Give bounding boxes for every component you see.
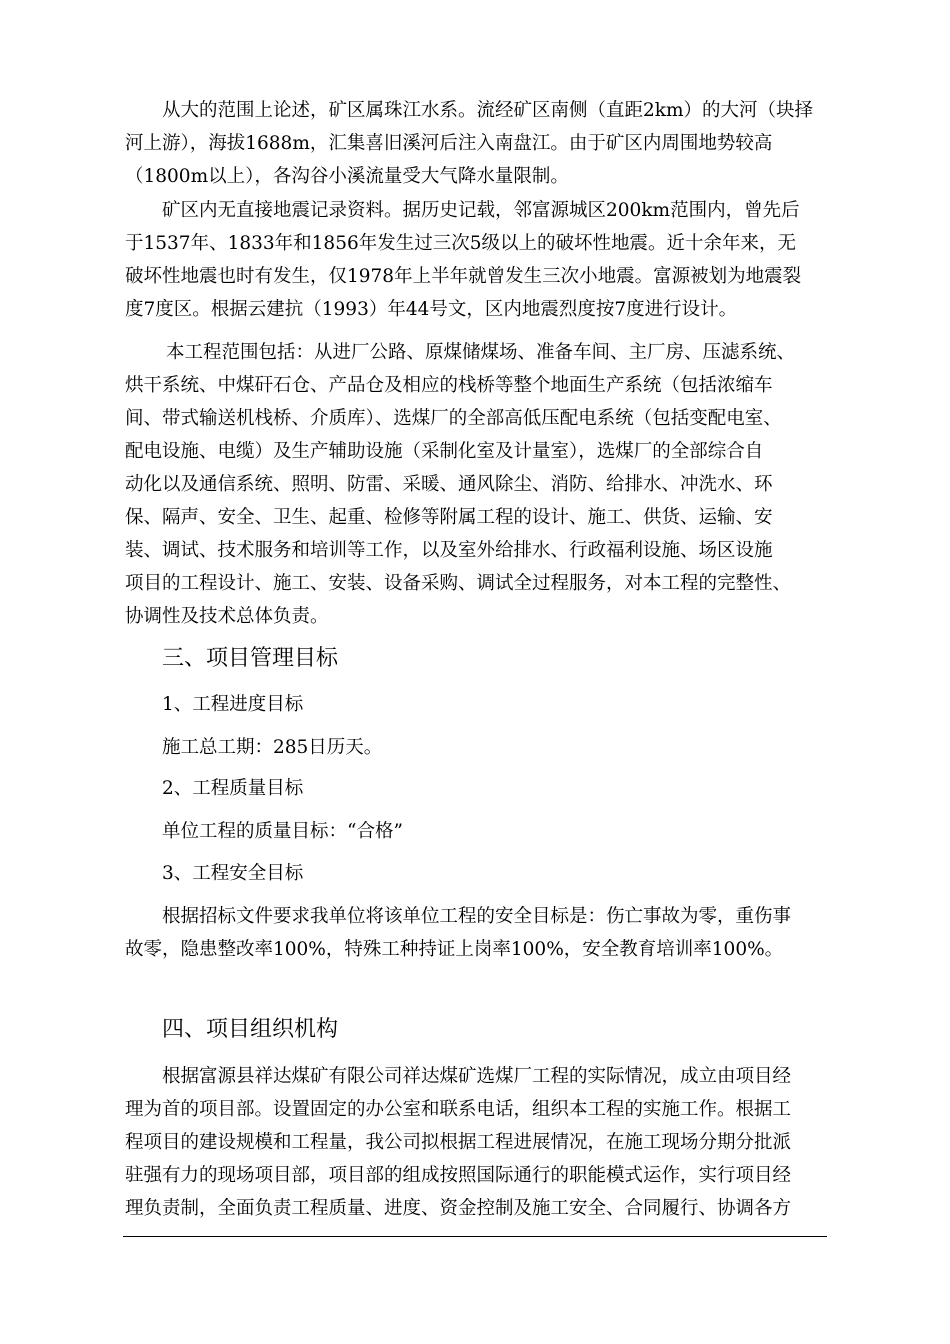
subsection-heading: 2、工程质量目标 xyxy=(162,778,304,799)
paragraph-line: 矿区内无直接地震记录资料。据历史记载，邻富源城区200km范围内，曾先后 xyxy=(162,200,800,221)
paragraph-line: 间、带式输送机栈桥、介质库）、选煤厂的全部高低压配电系统（包括变配电室、 xyxy=(125,408,782,429)
section-heading: 四、项目组织机构 xyxy=(162,1017,339,1042)
paragraph-line: 烘干系统、中煤矸石仓、产品仓及相应的栈桥等整个地面生产系统（包括浓缩车 xyxy=(125,375,773,396)
paragraph-line: 配电设施、电缆）及生产辅助设施（采制化室及计量室），选煤厂的全部综合自 xyxy=(125,441,764,462)
paragraph-line: 河上游），海拔1688m，汇集喜旧溪河后注入南盘江。由于矿区内周围地势较高 xyxy=(125,133,773,154)
footer-divider xyxy=(123,1236,827,1237)
paragraph-line: 根据富源县祥达煤矿有限公司祥达煤矿选煤厂工程的实际情况，成立由项目经 xyxy=(162,1066,792,1087)
paragraph-line: 协调性及技术总体负责。 xyxy=(125,606,329,627)
paragraph-line: 于1537年、1833年和1856年发生过三次5级以上的破坏性地震。近十余年来，无 xyxy=(125,233,797,254)
paragraph-line: 破坏性地震也时有发生，仅1978年上半年就曾发生三次小地震。富源被划为地震裂 xyxy=(125,266,802,287)
paragraph-line: 单位工程的质量目标：“合格” xyxy=(162,821,403,842)
paragraph-line: 理负责制，全面负责工程质量、进度、资金控制及施工安全、合同履行、协调各方 xyxy=(125,1198,792,1219)
paragraph-line: 本工程范围包括：从进厂公路、原煤储煤场、准备车间、主厂房、压滤系统、 xyxy=(166,342,796,363)
paragraph-line: 施工总工期：285日历天。 xyxy=(162,737,383,758)
paragraph-line: 理为首的项目部。设置固定的办公室和联系电话，组织本工程的实施工作。根据工 xyxy=(125,1099,792,1120)
paragraph-line: 保、隔声、安全、卫生、起重、检修等附属工程的设计、施工、供货、运输、安 xyxy=(125,507,773,528)
paragraph-line: 动化以及通信系统、照明、防雷、采暖、通风除尘、消防、给排水、冲洗水、环 xyxy=(125,474,773,495)
paragraph-line: 程项目的建设规模和工程量，我公司拟根据工程进展情况，在施工现场分期分批派 xyxy=(125,1132,792,1153)
paragraph-line: 驻强有力的现场项目部，项目部的组成按照国际通行的职能模式运作，实行项目经 xyxy=(125,1165,792,1186)
paragraph-line: 根据招标文件要求我单位将该单位工程的安全目标是：伤亡事故为零，重伤事 xyxy=(162,906,792,927)
section-heading: 三、项目管理目标 xyxy=(162,646,339,671)
paragraph-line: 故零，隐患整改率100%，特殊工种持证上岗率100%，安全教育培训率100%。 xyxy=(125,939,784,960)
paragraph-line: 装、调试、技术服务和培训等工作，以及室外给排水、行政福利设施、场区设施 xyxy=(125,540,773,561)
subsection-heading: 1、工程进度目标 xyxy=(162,694,304,715)
paragraph-line: 度7度区。根据云建抗（1993）年44号文，区内地震烈度按7度进行设计。 xyxy=(125,299,738,320)
subsection-heading: 3、工程安全目标 xyxy=(162,863,304,884)
paragraph-line: （1800m以上），各沟谷小溪流量受大气降水量限制。 xyxy=(125,166,569,187)
paragraph-line: 从大的范围上论述，矿区属珠江水系。流经矿区南侧（直距2km）的大河（块择 xyxy=(162,100,814,121)
paragraph-line: 项目的工程设计、施工、安装、设备采购、调试全过程服务，对本工程的完整性、 xyxy=(125,573,792,594)
